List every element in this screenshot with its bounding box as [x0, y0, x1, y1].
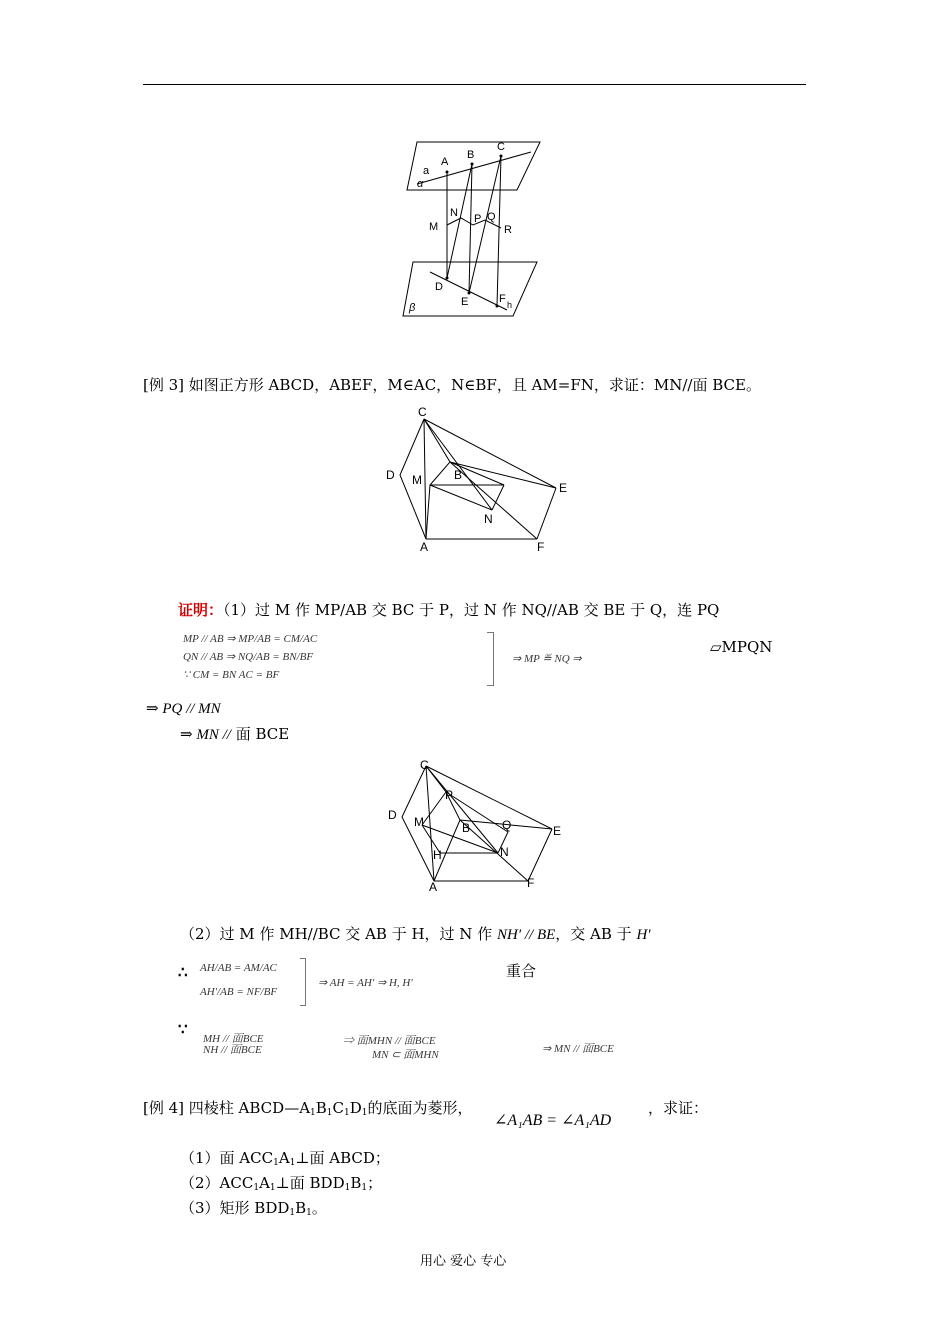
ex4-item3-sub1: 1 — [289, 1208, 296, 1218]
parallelogram-icon: ▱ — [710, 638, 722, 656]
equation-block-3 — [203, 1030, 333, 1056]
step2-text-a: （2）过 M 作 MH//BC 交 AB 于 H，过 N 作 — [180, 925, 493, 943]
ex4-text-d: D — [349, 1099, 362, 1117]
example4-statement — [143, 1099, 473, 1122]
ex4-item2-sub2: 1 — [269, 1183, 276, 1193]
ex4-item3-b: B — [295, 1199, 307, 1217]
fig2-label-N: N — [484, 512, 493, 526]
ex4-text-c: C — [332, 1099, 345, 1117]
ex4-text-f: ，求证： — [648, 1099, 709, 1117]
fig2-label-A: A — [420, 540, 429, 554]
ex4-sub-a1: 1 — [310, 1108, 316, 1118]
fig1-label-A: A — [441, 156, 449, 168]
line-pq-mn: ⇒ PQ // MN — [146, 701, 221, 717]
line-mn-math: ⇒ MN // — [180, 727, 231, 743]
ex4-sub-b1: 1 — [326, 1108, 333, 1118]
eq2-frac1: AH/AB = AM/AC — [200, 962, 277, 974]
page-footer: 用心 爱心 专心 — [420, 1254, 507, 1269]
ex4-text-e: 的底面为菱形， — [367, 1099, 473, 1117]
proof-heading: 证明： — [178, 601, 224, 619]
eq3-mid2: MN ⊂ 面MHN — [372, 1049, 439, 1061]
ex4-item2-sub3: 1 — [344, 1183, 351, 1193]
fig1-label-P: P — [474, 213, 482, 225]
figure-square-abcd-abef — [380, 402, 575, 554]
fig2-label-M: M — [412, 473, 422, 487]
eq1-result: ⇒ MP ≝ NQ ⇒ — [512, 653, 582, 665]
ex4-item1-sub2: 1 — [289, 1158, 296, 1168]
eq3-line2: NH // 面BCE — [203, 1044, 262, 1056]
figure-parallel-planes — [395, 130, 545, 325]
equation-block-2 — [200, 958, 310, 1006]
line-mn-bce — [180, 725, 289, 744]
ex4-item1-a: （1）面 ACC — [180, 1149, 274, 1167]
ex4-item2-sub4: 1 — [361, 1183, 368, 1193]
fig1-label-E: E — [461, 296, 469, 308]
fig2-label-D: D — [386, 468, 395, 482]
header-rule — [143, 84, 806, 85]
ex4-item1-sub1: 1 — [273, 1158, 279, 1168]
ex4-item2-sub1: 1 — [253, 1183, 260, 1193]
fig1-label-alpha: α — [417, 178, 424, 190]
fig1-label-Q: Q — [487, 211, 496, 223]
eq2-suffix: 重合 — [506, 962, 537, 980]
eq1-line3: ∵ CM = BN AC = BF — [183, 669, 280, 681]
fig2-label-B: B — [454, 468, 463, 482]
fig1-label-D: D — [435, 281, 443, 293]
fig3-label-M: M — [414, 815, 424, 829]
fig1-label-beta: β — [409, 302, 416, 314]
fig1-label-B: B — [467, 149, 475, 161]
fig1-label-N: N — [450, 207, 458, 219]
fig3-label-A: A — [429, 880, 438, 894]
eq1-line2: QN // AB ⇒ NQ/AB = BN/BF — [183, 651, 314, 663]
ex4-text-a: [例 4] 四棱柱 ABCD—A — [143, 1099, 311, 1117]
fig1-label-h: h — [507, 300, 513, 310]
fig1-label-C: C — [497, 141, 505, 153]
eq1-brace — [487, 632, 494, 686]
eq2-result: ⇒ AH = AH′ ⇒ H, H′ — [318, 977, 413, 989]
proof-step1 — [178, 601, 719, 619]
figure-square-with-h — [380, 755, 575, 895]
line-mn-text: 面 BCE — [235, 725, 290, 743]
proof-step1-text: （1）过 M 作 MP/AB 交 BC 于 P，过 N 作 NQ//AB 交 BE 于 Q，连 PQ — [223, 601, 720, 619]
ex4-sub-d1: 1 — [361, 1108, 368, 1118]
eq3-mid1: ⇒ 面MHN // 面BCE — [343, 1035, 436, 1047]
step2-h: H′ — [636, 927, 651, 943]
ex4-item3-a: （3）矩形 BDD — [180, 1199, 290, 1217]
ex4-item2-e: ； — [367, 1174, 383, 1192]
step2-text-b: ，交 AB 于 — [555, 925, 632, 943]
fig2-label-F: F — [537, 540, 545, 554]
eq3-result: ⇒ MN // 面BCE — [542, 1043, 614, 1055]
equation-block-1 — [183, 632, 503, 686]
fig3-label-Q: Q — [502, 818, 512, 832]
ex4-item2-a: （2）ACC — [180, 1174, 254, 1192]
fig3-label-P: P — [445, 788, 454, 802]
eq1-line1: MP // AB ⇒ MP/AB = CM/AC — [183, 633, 318, 645]
because-symbol: ∵ — [178, 1020, 188, 1038]
ex4-item3-c: 。 — [311, 1199, 327, 1217]
fig1-label-R: R — [504, 224, 512, 236]
ex4-angle-condition: ∠A₁AB = ∠A₁AD — [494, 1112, 612, 1129]
ex4-item1-b: A — [278, 1149, 290, 1167]
therefore-symbol: ∴ — [178, 963, 188, 981]
eq2-brace — [300, 958, 306, 1006]
ex4-item2-b: A — [259, 1174, 270, 1192]
example3-statement: [例 3] 如图正方形 ABCD，ABEF，M∈AC，N∈BF，且 AM=FN，求证：MN//面 BCE。 — [143, 376, 761, 394]
fig1-label-M: M — [429, 221, 439, 233]
fig3-label-C: C — [420, 758, 429, 772]
eq1-suffix — [710, 638, 772, 656]
step2-math: NH′ // BE — [496, 927, 556, 943]
fig3-label-D: D — [388, 808, 397, 822]
fig3-label-N: N — [500, 845, 509, 859]
ex4-item-2 — [180, 1174, 382, 1197]
ex4-text-b: B — [315, 1099, 327, 1117]
ex4-item2-c: ⊥面 BDD — [275, 1174, 345, 1192]
fig2-label-E: E — [559, 481, 568, 495]
fig3-label-E: E — [553, 824, 562, 838]
fig3-label-H: H — [433, 848, 442, 862]
eq3-line1: MH // 面BCE — [203, 1033, 264, 1045]
fig3-label-B: B — [462, 821, 471, 835]
eq2-frac2: AH′/AB = NF/BF — [200, 986, 278, 998]
eq1-suffix-text: MPQN — [721, 638, 773, 656]
ex4-item2-d: B — [350, 1174, 362, 1192]
fig3-label-F: F — [527, 876, 535, 890]
fig1-label-F: F — [499, 293, 506, 305]
fig2-label-C: C — [418, 405, 427, 419]
fig1-label-a: a — [423, 165, 430, 177]
ex4-item-3 — [180, 1199, 327, 1222]
ex4-item1-c: ⊥面 ABCD； — [295, 1149, 390, 1167]
ex4-item-1 — [180, 1149, 390, 1172]
ex4-item3-sub2: 1 — [306, 1208, 312, 1218]
proof-step2 — [180, 925, 651, 944]
ex4-sub-c1: 1 — [344, 1108, 350, 1118]
